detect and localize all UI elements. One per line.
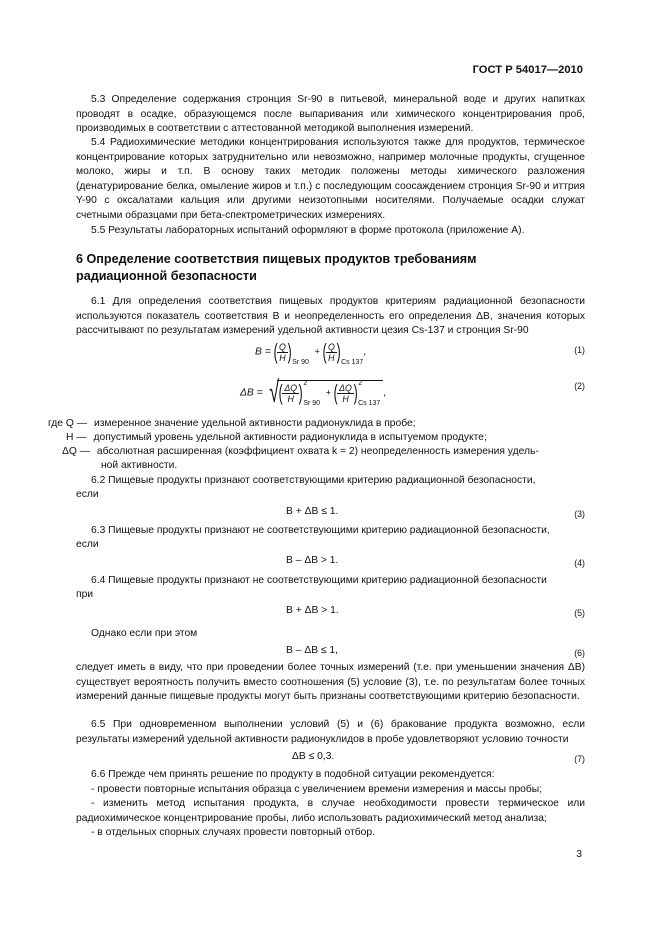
paragraph-consequence: следует иметь в виду, что при проведении более точных измерений (т.е. при уменьшении значения ΔB) существует вероятность получить вместо соотношения (5) условие (3), т.е. по результатам более точных измерений данные пищевые продукты могут быть признаны соответствующими критерию безопасности. bbox=[76, 662, 585, 703]
equation-4-number: (4) bbox=[574, 558, 585, 568]
paragraph-5-4: 5.4 Радиохимические методики концентрирования используются также для продуктов, термическое концентрирование которых затруднительно или невозможно, например молочные продукты, сгущенное молоко, жиры и т.п. В основу таких методик положены методы химического разложения (денатурирование белка, омыление жиров и т.п.) с последующим соосаждением стронция Sr-90 и иттрия Y-90 с оксалатами кальция или другими неизотопными носителями. Получаемые осадки служат счетными образцами при бета-спектрометрических измерениях. bbox=[76, 137, 585, 221]
section-6-title-line-2: радиационной безопасности bbox=[76, 269, 257, 283]
paragraph-6-4-line-1: 6.4 Пищевые продукты признают не соответствующими критерию радиационной безопасности bbox=[91, 575, 547, 586]
eq1-lhs: B = bbox=[255, 346, 271, 358]
eq1-plus: + bbox=[314, 346, 320, 357]
equation-2-number: (2) bbox=[574, 381, 585, 391]
equation-4: B – ΔB > 1. bbox=[286, 555, 339, 566]
bullet-item-1: - провести повторные испытания образца с увеличением времени измерения и массы пробы; bbox=[91, 784, 543, 795]
eq1-paren-open-2: ( bbox=[322, 339, 327, 364]
document-header-id: ГОСТ Р 54017—2010 bbox=[472, 64, 583, 76]
paragraph-however: Однако если при этом bbox=[91, 628, 198, 639]
equation-6: B – ΔB ≤ 1, bbox=[286, 645, 339, 656]
eq2-radicand: ( $\frac{\Delta Q}{H}$ )$^2_{Sr 90}$ + ( $\frac{\Delta Q}{H}$ )$^2_{Cs 137}$ bbox=[277, 380, 383, 404]
bullet-item-2: - изменить метод испытания продукта, в случае необходимости провести термическое или радиохимическое концентрирование пробы, либо использовать радиохимический метод анализа; bbox=[76, 798, 585, 824]
eq1-paren-close-2: ) bbox=[336, 339, 341, 364]
equation-7-number: (7) bbox=[574, 754, 585, 764]
eq1-subscript-cs137: Cs 137 bbox=[341, 358, 364, 366]
paragraph-6-2-line-2: если bbox=[76, 489, 99, 500]
paragraph-6-1: 6.1 Для определения соответствия пищевых продуктов критериям радиационной безопасности используются показатель соответствия B и неопределенность его определения ΔB, значения которых рассчитывают по результатам измерений удельной активности цезия Cs-137 и стронция Sr-90 bbox=[76, 296, 585, 337]
eq2-lhs: ΔB = bbox=[240, 387, 263, 399]
paragraph-6-3-line-2: если bbox=[76, 539, 99, 550]
bullet-item-3: - в отдельных спорных случаях провести повторный отбор. bbox=[91, 827, 375, 838]
paragraph-6-5: 6.5 При одновременном выполнении условий (5) и (6) бракование продукта возможно, если результаты измерений удельной активности радионуклидов в пробе удовлетворяют условию точности bbox=[76, 719, 585, 745]
paragraph-6-2-line-1: 6.2 Пищевые продукты признают соответствующими критерию радиационной безопасности, bbox=[91, 475, 536, 486]
definition-delta-q-continued: ной активности. bbox=[101, 460, 178, 471]
paragraph-6-6: 6.6 Прежде чем принять решение по продукту в подобной ситуации рекомендуется: bbox=[91, 769, 495, 780]
eq1-paren-close-1: ) bbox=[287, 339, 292, 364]
eq1-subscript-sr90: Sr 90 bbox=[292, 358, 309, 366]
paragraph-5-3: 5.3 Определение содержания стронция Sr-90 в питьевой, минеральной воде и других напитках проводят в осадке, образующемся после выпаривания или химического концентрирования проб, производимых в соответствии с аттестованной методикой выполнения измерений. bbox=[76, 94, 585, 135]
paragraph-5-5: 5.5 Результаты лабораторных испытаний оформляют в форме протокола (приложение А). bbox=[91, 225, 525, 236]
section-6-title-line-1: 6 Определение соответствия пищевых продуктов требованиям bbox=[76, 252, 477, 266]
eq2-fraction-2: $\frac{\Delta Q}{H}$ bbox=[339, 382, 352, 404]
equation-3: B + ΔB ≤ 1. bbox=[286, 506, 339, 517]
equation-5: B + ΔB > 1. bbox=[286, 605, 339, 616]
definition-q: где Q — измеренное значение удельной активности радионуклида в пробе; bbox=[48, 418, 416, 429]
paragraph-6-3-line-1: 6.3 Пищевые продукты признают не соответствующими критерию радиационной безопасности, bbox=[91, 525, 550, 536]
equation-1-number: (1) bbox=[574, 345, 585, 355]
eq2-fraction-1: $\frac{\Delta Q}{H}$ bbox=[284, 382, 298, 404]
definition-h: H — допустимый уровень удельной активности радионуклида в испытуемом продукте; bbox=[66, 432, 487, 443]
equation-5-number: (5) bbox=[574, 608, 585, 618]
eq1-tail: , bbox=[363, 346, 367, 358]
eq2-sqrt-icon: √ bbox=[268, 376, 279, 409]
equation-7: ΔB ≤ 0,3. bbox=[292, 751, 335, 762]
definition-delta-q: ΔQ — абсолютная расширенная (коэффициент охвата k = 2) неопределенность измерения удель- bbox=[62, 446, 539, 457]
eq1-paren-open-1: ( bbox=[273, 339, 278, 364]
page-number: 3 bbox=[576, 849, 582, 860]
equation-3-number: (3) bbox=[574, 509, 585, 519]
equation-1 bbox=[255, 339, 367, 366]
equation-6-number: (6) bbox=[574, 648, 585, 658]
paragraph-6-4-line-2: при bbox=[76, 589, 94, 600]
equation-2: ΔB = √( $\frac{\Delta Q}{H}$ )$^2_{Sr 90}$ + ( $\frac{\Delta Q}{H}$ )$^2_{Cs 137}$, bbox=[240, 376, 387, 409]
eq1-fraction-1: $\frac{Q}{H}$ bbox=[278, 341, 286, 363]
eq1-fraction-2: $\frac{Q}{H}$ bbox=[327, 341, 335, 363]
